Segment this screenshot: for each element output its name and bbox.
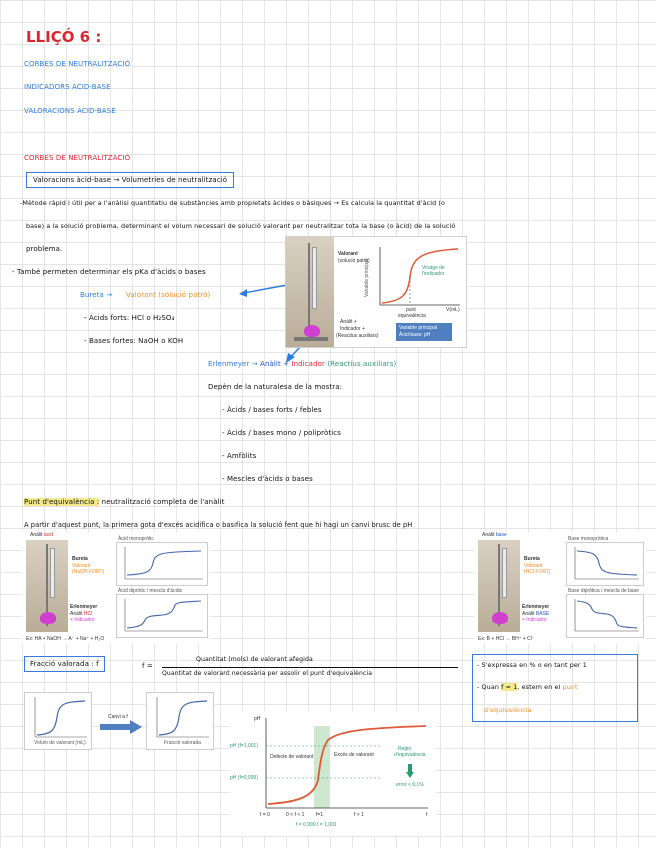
exces-label: Excés de valorant (334, 752, 374, 758)
figL-erlen-sub3: + Indicador (70, 617, 95, 623)
figR-erlen-sub2: BASE (535, 611, 550, 617)
note-quan-punt: punt (562, 683, 578, 691)
figR-flask-icon (492, 612, 508, 624)
fig1-analit: Anàlit + (340, 319, 357, 325)
boxed-valoracions: Valoracions àcid-base → Volumetries de neutralització (26, 172, 234, 188)
figL-title-b: àcid (43, 532, 54, 538)
figR-bureta-sub2: (HCl FORT) (524, 569, 551, 575)
fig1-indicador: Indicador + (340, 326, 365, 332)
erlenmeyer-line (208, 360, 396, 368)
figR-g2-title: Base dipròtica / mescla de base (568, 588, 639, 594)
item-3: - Amfòlits (222, 452, 257, 460)
topic-3: VALORACIONS ÀCID-BASE (24, 107, 116, 115)
figR-title-b: base (495, 532, 507, 538)
ph-curve-figure (230, 712, 436, 836)
f-numerator: Quantitat (mols) de valorant afegida (196, 656, 313, 663)
figR-g1-title: Base monopròtica (568, 536, 609, 542)
boxed-fraccio: Fracció valorada : f (24, 656, 105, 672)
ph-1001: pH (f=1,001) (230, 743, 258, 749)
graph-fraccio-xlabel: Fracció valorada (164, 740, 201, 746)
figR-eq: Ex: B + HCl → BH⁺ + Cl⁻ (478, 636, 535, 642)
text-line-2: base) a la solució problema, determinant el volum necessari de solució valorant per neutralitzar tota la base (o àcid) de la solució (26, 222, 456, 230)
erlen-indicador: Indicador (291, 360, 325, 368)
fig1-ylabel: Variable principal (364, 259, 370, 297)
figR-erlen-sub3: + Indicador (522, 617, 547, 623)
bureta-valorant: Valorant (solució patró) (126, 291, 211, 299)
text-line-1: -Mètode ràpid i útil per a l'anàlisi quantitatiu de substàncies amb propietats àcides o bàsiques → Es calcula la quantitat d'àcid (o (20, 199, 446, 207)
figR-bureta: Bureta (524, 556, 540, 562)
figR-g1 (566, 542, 644, 586)
note-quan-a: - Quan (477, 683, 499, 691)
punt-equivalencia-def: neutralització completa de l'anàlit (101, 498, 225, 506)
fig1-viratge-2: l'indicador (422, 271, 445, 277)
f-equals: f = (142, 662, 153, 670)
figL-erlen-sub2: HCl (83, 611, 93, 617)
fig1-vp-box (396, 323, 452, 341)
note-equivalencia: d'equivalència (484, 706, 532, 714)
figL-bureta-sub1: Valorant (72, 563, 91, 569)
tick-f1: f=1 (316, 812, 324, 818)
tick-bottom: f = 0,999 f = 1,001 (296, 822, 337, 828)
figL-g1 (116, 542, 208, 586)
canvi-a-f: Canvi a f (108, 714, 128, 720)
figR-title-a: Anàlit (482, 532, 495, 538)
titration-figure (285, 236, 467, 348)
item-1: - Àcids / bases forts / febles (222, 406, 322, 414)
fig1-equivalencia: equivalència (398, 313, 426, 319)
item-4: - Mescles d'àcids o bases (222, 475, 313, 483)
erlen-analit: Anàlit (260, 360, 281, 368)
fig1-valorant-sub: (solució patró) (338, 258, 370, 264)
text-line-3: problema. (26, 245, 63, 253)
fig-analit-acid (22, 532, 210, 644)
tick-f-axis: f (426, 812, 428, 818)
erlen-aux: (Reactius auxiliars) (327, 360, 397, 368)
tick-f-between: 0 < f < 1 (286, 812, 305, 818)
figR-g2 (566, 594, 644, 638)
regio-label-2: d'equivalència (394, 752, 426, 758)
topic-1: CORBES DE NEUTRALITZACIÓ (24, 60, 131, 68)
figR-bureta-sub1: Valorant (524, 563, 543, 569)
fig1-valorant: Valorant (338, 251, 358, 257)
tick-f-gt1: f > 1 (354, 812, 364, 818)
note-expressa: - S'expressa en % o en tant per 1 (477, 661, 587, 669)
figR-title (482, 532, 507, 538)
punt-equivalencia-heading (24, 498, 225, 506)
fig1-vp1: Variable principal (399, 325, 437, 331)
erlenmeyer-label: Erlenmeyer → (208, 360, 258, 368)
section2-line: A partir d'aquest punt, la primera gota d'excés acidifica o basifica la solució fent que hi hagi un canvi brusc de pH (24, 521, 413, 529)
figL-photo (26, 540, 68, 632)
bases-fortes: - Bases fortes: NaOH o KOH (84, 337, 184, 345)
canvi-arrow-icon (100, 720, 144, 734)
fig1-viratge-1: Viratge de (422, 265, 445, 271)
figR-erlen-sub1: Anàlit (522, 611, 535, 617)
punt-equivalencia-label: Punt d'equivalència : (24, 498, 100, 506)
figL-title (30, 532, 53, 538)
note-quan-f: f = 1 (501, 683, 518, 691)
figL-g2-title: Àcid dipròtic / mescla d'àcids (118, 588, 183, 594)
fig1-vp2: Àcid-base: pH (399, 332, 431, 338)
fig1-vol: V(mL) (446, 307, 460, 313)
figL-flask-icon (40, 612, 56, 624)
text-line-4: - També permeten determinar els pKa d'àcids o bases (12, 268, 206, 276)
fig-analit-base (474, 532, 646, 644)
note-quan (477, 683, 578, 691)
ph-axis-label: pH (254, 716, 261, 722)
note-quan-c: , estem en el (517, 683, 561, 691)
fig1-punt: punt (406, 307, 416, 313)
figL-g2 (116, 594, 208, 638)
section-heading-corbes: CORBES DE NEUTRALITZACIÓ (24, 154, 131, 162)
fig1-curve (372, 243, 464, 313)
item-2: - Àcids / bases mono / polipròtics (222, 429, 341, 437)
f-denominator: Quantitat de valorant necessària per assolir el punt d'equivalència (162, 670, 373, 677)
fig1-aux: (Reactius auxiliars) (336, 333, 379, 339)
figL-erlen-sub1: Anàlit (70, 611, 83, 617)
ph-0999: pH (f=0,999) (230, 775, 258, 781)
error-label: error < 0,1% (396, 782, 424, 788)
flask-icon (304, 325, 320, 337)
figL-title-a: Anàlit (30, 532, 43, 538)
figR-photo (478, 540, 520, 632)
topic-2: INDICADORS ÀCID-BASE (24, 83, 111, 91)
graph-volum-xlabel: Volum de valorant (mL) (34, 740, 86, 746)
figL-erlen: Erlenmeyer (70, 604, 98, 610)
regio-label: Regió (398, 746, 412, 752)
figL-bureta-sub2: (NaOH FORT) (72, 569, 105, 575)
lesson-title: LLIÇÓ 6 : (26, 28, 102, 46)
figL-bureta: Bureta (72, 556, 88, 562)
figL-g1-title: Àcid monopròtic (118, 536, 154, 542)
down-arrow-icon (406, 764, 414, 778)
fraction-bar (162, 667, 458, 668)
depen-text: Depèn de la naturalesa de la mostra: (208, 383, 343, 391)
defecte-label: Defecte de valorant (270, 754, 314, 760)
bureta-label: Bureta → (80, 291, 113, 299)
titration-photo (286, 237, 334, 347)
figR-erlen: Erlenmeyer (522, 604, 550, 610)
tick-f0: f = 0 (260, 812, 270, 818)
acids-forts: - Àcids forts: HCl o H₂SO₄ (84, 314, 175, 322)
erlen-plus: + (283, 360, 290, 368)
figL-eq: Ex: HA + NaOH → A⁻ + Na⁺ + H₂O (26, 636, 105, 642)
